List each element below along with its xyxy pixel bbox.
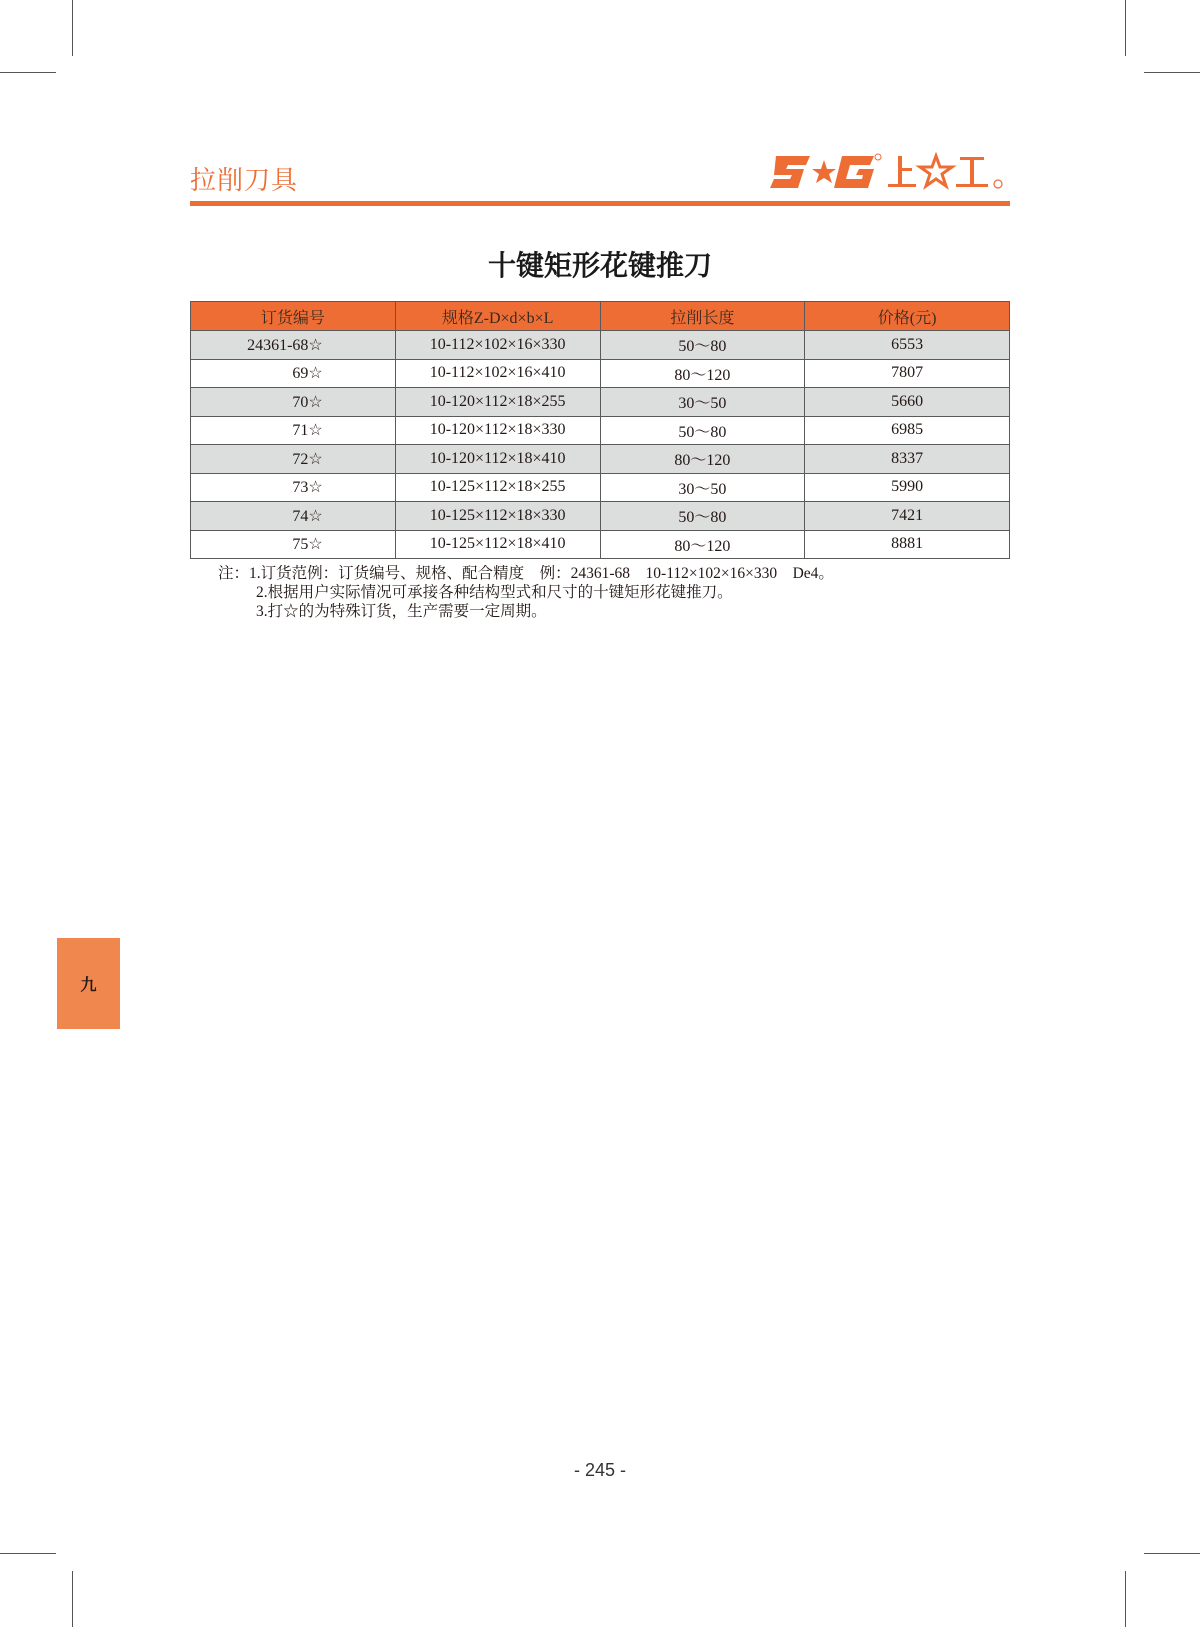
crop-mark (1144, 72, 1200, 73)
column-header-code: 订货编号 (191, 302, 396, 331)
page-heading: 十键矩形花键推刀 (487, 249, 712, 282)
cell-spec: 10-120×112×18×330 (395, 416, 600, 445)
cell-length: 80～120 (600, 359, 805, 388)
column-header-length: 拉削长度 (600, 302, 805, 331)
crop-mark (1125, 0, 1126, 56)
cell-code: 71☆ (191, 416, 396, 445)
cell-price: 5990 (805, 473, 1010, 502)
cell-length: 50～80 (600, 416, 805, 445)
table-header-row (191, 302, 1010, 331)
cell-length: 30～50 (600, 388, 805, 417)
section-title: 拉削刀具 (190, 166, 299, 196)
header-rule (190, 201, 1010, 206)
crop-mark (0, 72, 56, 73)
note-line: 3.打☆的为特殊订货，生产需要一定周期。 (256, 603, 547, 620)
cell-price: 6553 (805, 331, 1010, 360)
chapter-tab (57, 938, 120, 1029)
cell-price: 7421 (805, 502, 1010, 531)
spec-table (190, 301, 1010, 559)
cell-spec: 10-125×112×18×410 (395, 530, 600, 559)
crop-mark (1125, 1571, 1126, 1627)
table-row (191, 331, 1010, 360)
cell-length: 30～50 (600, 473, 805, 502)
brand-logo (770, 150, 1010, 195)
table-row (191, 502, 1010, 531)
cell-code: 74☆ (191, 502, 396, 531)
cell-code: 70☆ (191, 388, 396, 417)
cell-length: 80～120 (600, 445, 805, 474)
cell-spec: 10-112×102×16×330 (395, 331, 600, 360)
cell-length: 50～80 (600, 331, 805, 360)
table-row (191, 473, 1010, 502)
table-row (191, 416, 1010, 445)
column-header-price: 价格(元) (805, 302, 1010, 331)
cell-spec: 10-125×112×18×330 (395, 502, 600, 531)
cell-price: 8881 (805, 530, 1010, 559)
cell-spec: 10-112×102×16×410 (395, 359, 600, 388)
crop-mark (72, 0, 73, 56)
crop-mark (0, 1553, 56, 1554)
crop-mark (1144, 1553, 1200, 1554)
cell-code: 73☆ (191, 473, 396, 502)
note-line: 2.根据用户实际情况可承接各种结构型式和尺寸的十键矩形花键推刀。 (256, 584, 733, 601)
cell-code: 69☆ (191, 359, 396, 388)
cell-price: 5660 (805, 388, 1010, 417)
table-row (191, 359, 1010, 388)
cell-code: 24361-68☆ (191, 331, 396, 360)
cell-price: 8337 (805, 445, 1010, 474)
cell-length: 80～120 (600, 530, 805, 559)
crop-mark (72, 1571, 73, 1627)
cell-spec: 10-120×112×18×410 (395, 445, 600, 474)
cell-spec: 10-125×112×18×255 (395, 473, 600, 502)
cell-price: 6985 (805, 416, 1010, 445)
cell-price: 7807 (805, 359, 1010, 388)
brand-logo-graphic (770, 150, 1010, 195)
note-line: 注：1.订货范例：订货编号、规格、配合精度 例：24361-68 10-112×102×16×330 De4。 (218, 565, 834, 582)
page-number: - 245 - (573, 1460, 627, 1480)
chapter-tab-label: 九 (80, 975, 97, 994)
table-row (191, 530, 1010, 559)
cell-spec: 10-120×112×18×255 (395, 388, 600, 417)
cell-length: 50～80 (600, 502, 805, 531)
column-header-spec: 规格Z-D×d×b×L (395, 302, 600, 331)
notes (218, 564, 834, 621)
table-row (191, 388, 1010, 417)
table-row (191, 445, 1010, 474)
cell-code: 75☆ (191, 530, 396, 559)
cell-code: 72☆ (191, 445, 396, 474)
